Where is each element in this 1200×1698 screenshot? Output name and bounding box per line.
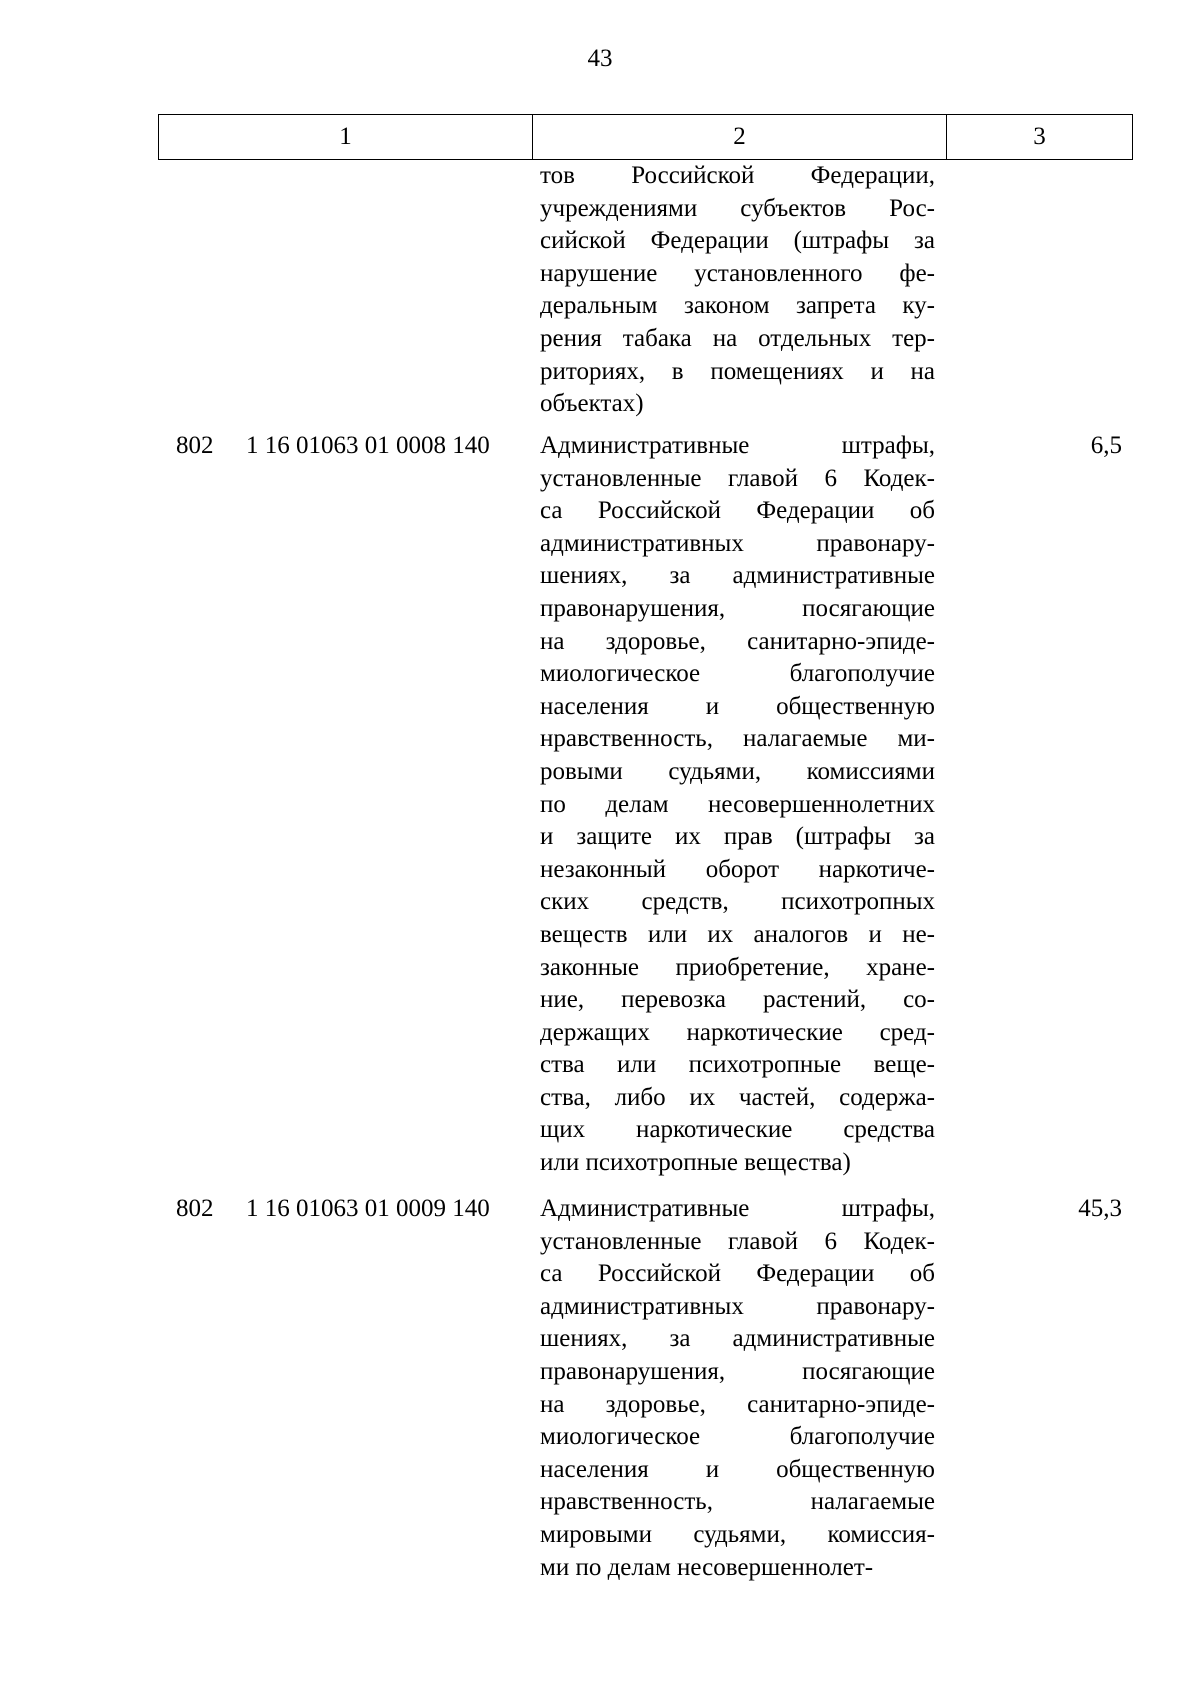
description-line: ровыми судьями, комиссиями [540, 757, 935, 785]
admin-code: 802 [176, 432, 214, 459]
description-line: мировыми судьями, комиссия- [540, 1520, 935, 1548]
description-line: ства или психотропные веще- [540, 1051, 935, 1079]
description-line: шениях, за административные [540, 1325, 935, 1353]
description-line: нарушение установленного фе- [540, 259, 935, 287]
budget-classification-code: 1 16 01063 01 0009 140 [246, 1195, 490, 1222]
description-line: риториях, в помещениях и на [540, 357, 935, 385]
description-line: Административные штрафы, [540, 1195, 935, 1222]
row-description [540, 1193, 935, 1584]
description-line: установленные главой 6 Кодек- [540, 464, 935, 492]
description-line: миологическое благополучие [540, 660, 935, 688]
description-line: ми по делам несовершеннолет- [540, 1553, 874, 1581]
description-line: правонарушения, посягающие [540, 1357, 935, 1385]
description-line: ние, перевозка растений, со- [540, 986, 935, 1014]
description-line: и защите их прав (штрафы за [540, 823, 935, 851]
admin-code: 802 [176, 1195, 214, 1222]
description-line: шениях, за административные [540, 562, 935, 590]
description-line: Административные штрафы, [540, 432, 935, 459]
amount-value: 45,3 [1078, 1195, 1122, 1222]
description-line: учреждениями субъектов Рос- [540, 194, 935, 222]
page-number: 43 [587, 45, 613, 72]
description-line: рения табака на отдельных тер- [540, 324, 935, 352]
description-line: са Российской Федерации об [540, 1260, 935, 1288]
description-line: административных правонару- [540, 529, 935, 557]
budget-classification-code: 1 16 01063 01 0008 140 [246, 432, 490, 459]
description-line: или психотропные вещества) [540, 1149, 851, 1177]
amount-value: 6,5 [1090, 432, 1122, 459]
description-line: административных правонару- [540, 1292, 935, 1320]
description-line: по делам несовершеннолетних [540, 790, 935, 818]
column-header-1: 1 [159, 115, 533, 160]
table-header [158, 114, 1133, 160]
description-line: ства, либо их частей, содержа- [540, 1083, 935, 1111]
description-line: на здоровье, санитарно-эпиде- [540, 1390, 935, 1418]
description-line: щих наркотические средства [540, 1116, 935, 1144]
description-line: объектах) [540, 390, 644, 418]
description-line: населения и общественную [540, 1455, 935, 1483]
description-line: незаконный оборот наркотиче- [540, 855, 935, 883]
description-line: на здоровье, санитарно-эпиде- [540, 627, 935, 655]
column-header-3: 3 [947, 115, 1133, 160]
description-line: са Российской Федерации об [540, 497, 935, 525]
description-line: нравственность, налагаемые ми- [540, 725, 935, 753]
description-line: миологическое благополучие [540, 1423, 935, 1451]
row-description [540, 430, 935, 1180]
description-line: законные приобретение, хране- [540, 953, 935, 981]
column-header-2: 2 [533, 115, 947, 160]
row-description [540, 160, 935, 421]
description-line: населения и общественную [540, 692, 935, 720]
description-line: сийской Федерации (штрафы за [540, 227, 935, 255]
description-line: деральным законом запрета ку- [540, 292, 935, 320]
description-line: держащих наркотические сред- [540, 1018, 935, 1046]
description-line: веществ или их аналогов и не- [540, 920, 935, 948]
description-line: правонарушения, посягающие [540, 594, 935, 622]
description-line: тов Российской Федерации, [540, 162, 935, 189]
description-line: нравственность, налагаемые [540, 1488, 935, 1516]
description-line: ских средств, психотропных [540, 888, 935, 916]
description-line: установленные главой 6 Кодек- [540, 1227, 935, 1255]
